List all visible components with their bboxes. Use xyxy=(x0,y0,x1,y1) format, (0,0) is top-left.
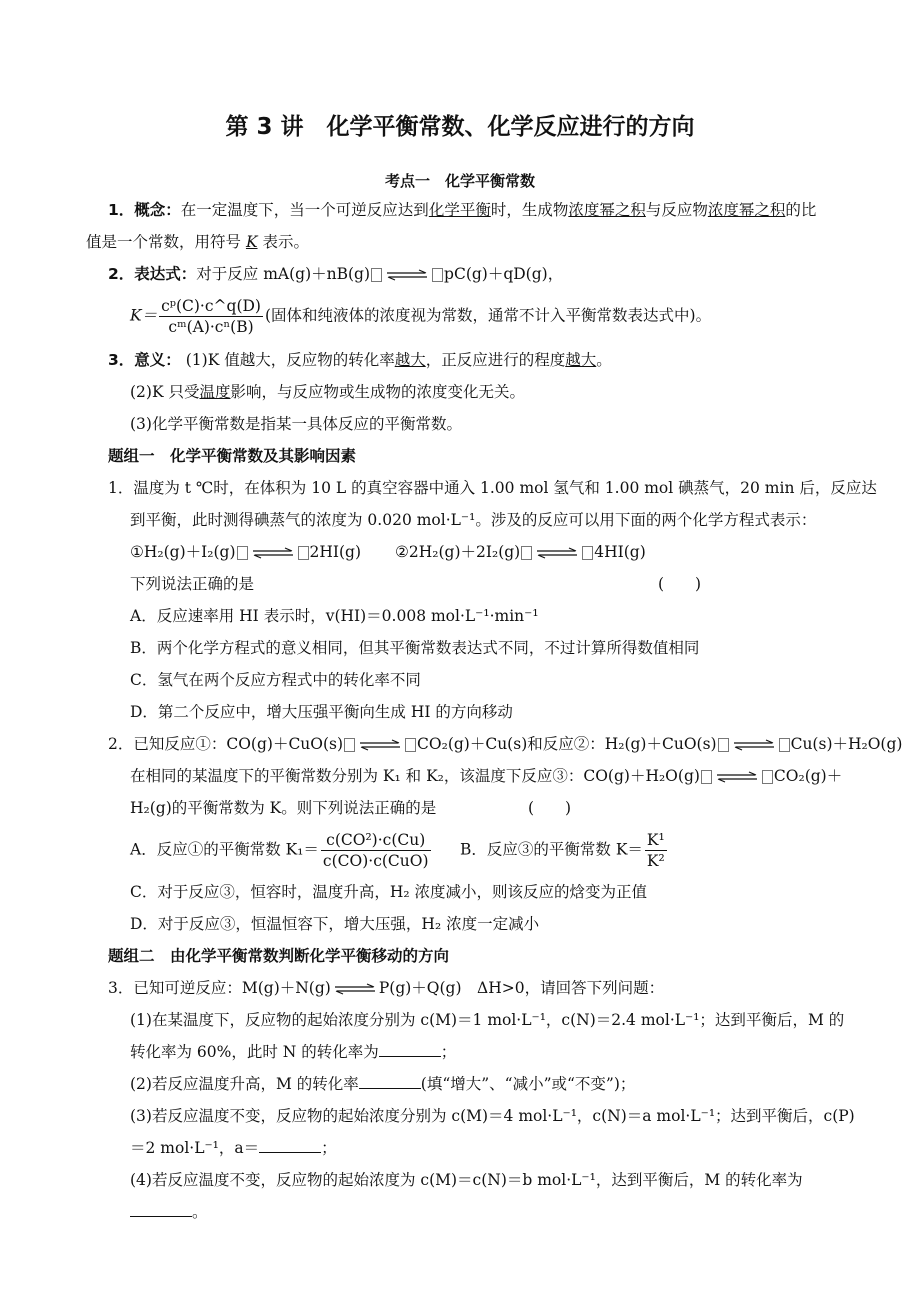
concept-text: 与反应物 xyxy=(645,201,708,219)
placeholder-box xyxy=(521,546,532,560)
expression-note: (固体和纯液体的浓度视为常数，通常不计入平衡常数表达式中)。 xyxy=(264,306,712,325)
q3-part-4-line-1: (4)若反应温度不变，反应物的起始浓度为 c(M)＝c(N)＝b mol·L⁻¹，达到平衡后，M 的转化率为 xyxy=(130,1171,803,1189)
q2-option-d: D．对于反应③，恒温恒容下，增大压强，H₂ 浓度一定减小 xyxy=(130,915,540,933)
k-symbol: K xyxy=(245,233,258,251)
meaning-line-3: (3)化学平衡常数是指某一具体反应的平衡常数。 xyxy=(130,415,462,433)
group2-heading: 题组二 由化学平衡常数判断化学平衡移动的方向 xyxy=(108,947,450,965)
equilibrium-arrow-icon xyxy=(251,547,295,559)
q3-part-2 xyxy=(130,1074,635,1094)
concept-text: 的比 xyxy=(785,201,817,219)
q3-stem xyxy=(108,978,664,998)
equilibrium-arrow-icon xyxy=(715,771,759,783)
q1-option-c: C．氢气在两个反应方程式中的转化率不同 xyxy=(130,671,421,689)
placeholder-box xyxy=(432,268,443,282)
option-a-fraction xyxy=(321,830,431,871)
meaning-line-1 xyxy=(108,350,612,370)
concept-label: 1．概念： xyxy=(108,201,181,219)
q1-option-d: D．第二个反应中，增大压强平衡向生成 HI 的方向移动 xyxy=(130,703,513,721)
concept-text: 在一定温度下，当一个可逆反应达到 xyxy=(180,201,429,219)
placeholder-box xyxy=(371,268,382,282)
meaning-underline: 温度 xyxy=(199,383,231,401)
q2-answer-paren: ( ) xyxy=(528,799,572,817)
concept-line-2 xyxy=(86,232,309,252)
equation-2-products: 4HI(g) xyxy=(594,543,646,561)
meaning-line-2 xyxy=(130,382,525,402)
q3-text: ＝2 mol·L⁻¹，a＝ xyxy=(130,1139,260,1157)
placeholder-box xyxy=(762,770,773,784)
expression-label: 2．表达式： xyxy=(108,265,197,283)
concept-text: 时，生成物 xyxy=(490,201,569,219)
q2-option-a xyxy=(130,830,433,871)
answer-blank[interactable] xyxy=(130,1202,192,1217)
meaning-text: (1)K 值越大，反应物的转化率 xyxy=(185,351,395,369)
equilibrium-arrow-icon xyxy=(333,983,377,995)
equation-1-products: 2HI(g) xyxy=(309,543,362,561)
q3-part-4-line-2 xyxy=(130,1202,208,1222)
meaning-underline: 越大 xyxy=(565,351,597,369)
q2-text: CO₂(g)＋Cu(s)和反应②：H₂(g)＋CuO(s) xyxy=(417,735,717,753)
equation-1-reactants: ①H₂(g)＋I₂(g) xyxy=(130,543,236,561)
reaction-products: pC(g)＋qD(g)， xyxy=(444,265,564,283)
expression-line-1 xyxy=(108,264,563,284)
placeholder-box xyxy=(718,738,729,752)
meaning-label: 3．意义： xyxy=(108,351,181,369)
placeholder-box xyxy=(344,738,355,752)
placeholder-box xyxy=(701,770,712,784)
q3-text: 3．已知可逆反应：M(g)＋N(g) xyxy=(108,979,331,997)
expression-formula xyxy=(130,296,711,337)
page-title: 第 3 讲 化学平衡常数、化学反应进行的方向 xyxy=(225,114,695,140)
q3-part-3-line-2 xyxy=(130,1138,337,1158)
concept-text: 表示。 xyxy=(257,233,309,251)
placeholder-box xyxy=(298,546,309,560)
q1-ask: 下列说法正确的是 xyxy=(130,575,255,593)
placeholder-box xyxy=(405,738,416,752)
fraction-denominator: c(CO)·c(CuO) xyxy=(322,852,429,870)
q1-equation-2 xyxy=(395,542,646,562)
q2-text: 2．已知反应①：CO(g)＋CuO(s) xyxy=(108,735,344,753)
option-a-lead: A．反应①的平衡常数 K₁＝ xyxy=(130,840,319,859)
k-fraction xyxy=(159,296,263,337)
q3-text: ； xyxy=(440,1043,457,1061)
concept-underline: 浓度幂之积 xyxy=(568,201,646,219)
placeholder-box xyxy=(582,546,593,560)
equilibrium-arrow-icon xyxy=(535,547,579,559)
equilibrium-arrow-icon xyxy=(385,269,429,281)
q1-equations xyxy=(130,542,361,562)
fraction-denominator: K² xyxy=(646,852,665,870)
meaning-underline: 越大 xyxy=(394,351,426,369)
q2-stem-line-2 xyxy=(130,766,842,786)
concept-text: 值是一个常数，用符号 xyxy=(86,233,246,251)
q2-text: 在相同的某温度下的平衡常数分别为 K₁ 和 K₂，该温度下反应③：CO(g)＋H₂O(g) xyxy=(130,767,700,785)
fraction-denominator: cᵐ(A)·cⁿ(B) xyxy=(168,318,254,336)
equilibrium-arrow-icon xyxy=(358,739,402,751)
meaning-text: ，正反应进行的程度 xyxy=(425,351,566,369)
q3-text: (2)若反应温度升高，M 的转化率 xyxy=(130,1075,359,1093)
equation-2-reactants: ②2H₂(g)＋2I₂(g) xyxy=(395,543,521,561)
q2-option-c: C．对于反应③，恒容时，温度升高，H₂ 浓度减小，则该反应的焓变为正值 xyxy=(130,883,648,901)
q3-part-3-line-1: (3)若反应温度不变，反应物的起始浓度分别为 c(M)＝4 mol·L⁻¹，c(N)＝a mol·L⁻¹；达到平衡后，c(P) xyxy=(130,1107,855,1125)
q1-option-b: B．两个化学方程式的意义相同，但其平衡常数表达式不同，不过计算所得数值相同 xyxy=(130,639,700,657)
concept-line-1 xyxy=(108,200,816,220)
fraction-numerator: c(CO²)·c(Cu) xyxy=(321,830,431,851)
answer-blank[interactable] xyxy=(359,1074,421,1089)
fraction-numerator: K¹ xyxy=(646,831,665,849)
meaning-text: (2)K 只受 xyxy=(130,383,200,401)
q3-part-1-line-2 xyxy=(130,1042,456,1062)
option-b-lead: B．反应③的平衡常数 K＝ xyxy=(460,840,643,859)
q3-part-1-line-1: (1)在某温度下，反应物的起始浓度分别为 c(M)＝1 mol·L⁻¹，c(N)＝2.4 mol·L⁻¹；达到平衡后，M 的 xyxy=(130,1011,845,1029)
concept-underline: 浓度幂之积 xyxy=(707,201,786,219)
q1-stem-line-1: 1．温度为 t ℃时，在体积为 10 L 的真空容器中通入 1.00 mol 氢气和 1.00 mol 碘蒸气，20 min 后，反应达 xyxy=(108,479,877,497)
q2-option-b xyxy=(460,830,669,871)
reaction-reactants: 对于反应 mA(g)＋nB(g) xyxy=(196,265,371,283)
fraction-numerator: cᵖ(C)·c^q(D) xyxy=(161,297,261,315)
concept-underline: 化学平衡 xyxy=(428,201,491,219)
q1-answer-paren: ( ) xyxy=(658,575,702,593)
q3-text: 转化率为 60%，此时 N 的转化率为 xyxy=(130,1043,379,1061)
q2-stem-line-1 xyxy=(108,734,902,754)
q3-text: P(g)＋Q(g) ΔH>0，请回答下列问题： xyxy=(378,979,665,997)
q3-text: ； xyxy=(321,1139,337,1157)
placeholder-box xyxy=(779,738,790,752)
q2-text: CO₂(g)＋ xyxy=(773,767,843,785)
answer-blank[interactable] xyxy=(379,1042,441,1057)
q2-text: Cu(s)＋H₂O(g) xyxy=(790,735,903,753)
equilibrium-arrow-icon xyxy=(732,739,776,751)
meaning-text: 。 xyxy=(596,351,612,369)
k-equals: K＝ xyxy=(130,306,158,325)
answer-blank[interactable] xyxy=(259,1138,321,1153)
q1-option-a: A．反应速率用 HI 表示时，v(HI)＝0.008 mol·L⁻¹·min⁻¹ xyxy=(130,607,539,625)
option-b-fraction xyxy=(645,830,667,871)
section-heading: 考点一 化学平衡常数 xyxy=(384,172,535,190)
q1-stem-line-2: 到平衡，此时测得碘蒸气的浓度为 0.020 mol·L⁻¹。涉及的反应可以用下面的两个化学方程式表示： xyxy=(130,511,817,529)
q3-text: (填“增大”、“减小”或“不变”)； xyxy=(420,1075,636,1093)
group1-heading: 题组一 化学平衡常数及其影响因素 xyxy=(108,447,357,465)
q3-text: 。 xyxy=(192,1203,208,1221)
meaning-text: 影响，与反应物或生成物的浓度变化无关。 xyxy=(230,383,525,401)
q2-stem-line-3: H₂(g)的平衡常数为 K。则下列说法正确的是 xyxy=(130,799,437,817)
placeholder-box xyxy=(237,546,248,560)
